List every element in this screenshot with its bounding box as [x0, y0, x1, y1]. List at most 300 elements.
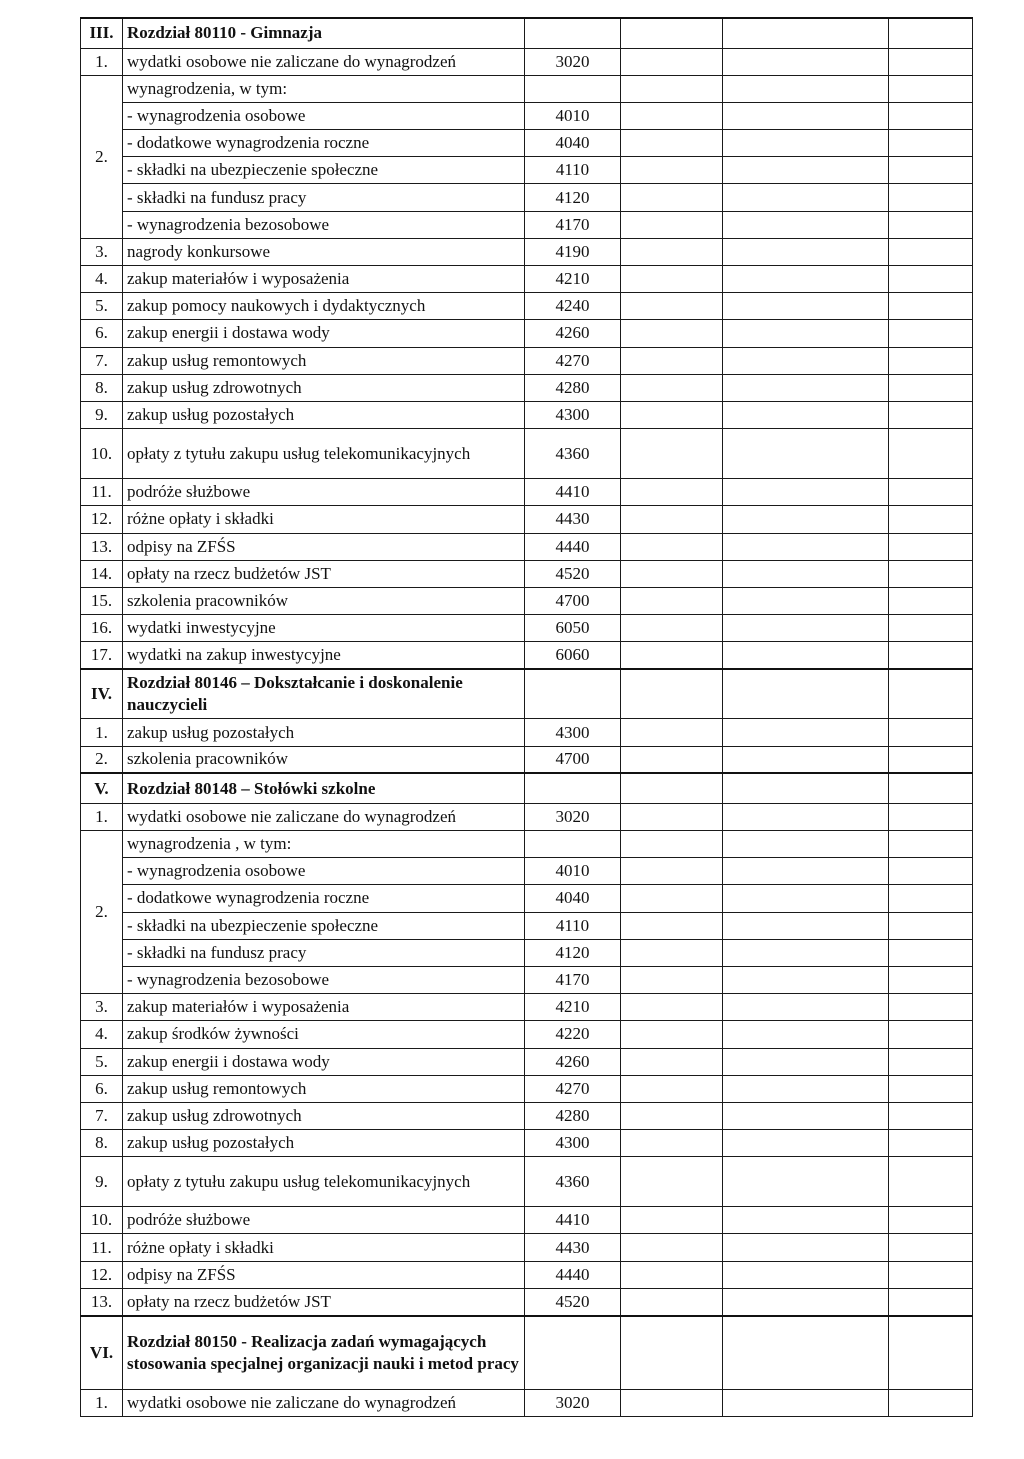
row-number: 11. [81, 479, 123, 506]
row-description: różne opłaty i składki [123, 506, 525, 533]
amount-b-cell [723, 75, 889, 102]
row-code: 4170 [525, 966, 621, 993]
row-description: odpisy na ZFŚS [123, 1261, 525, 1288]
table-row [81, 374, 973, 401]
amount-b-cell [723, 1390, 889, 1417]
amount-b-cell [723, 157, 889, 184]
row-number: 3. [81, 994, 123, 1021]
amount-c-cell [889, 615, 973, 642]
table-row [81, 1261, 973, 1288]
table-row [81, 1234, 973, 1261]
table-row [81, 642, 973, 669]
table-row [81, 1048, 973, 1075]
row-number: 2. [81, 746, 123, 773]
row-number: 7. [81, 1102, 123, 1129]
row-code: 4220 [525, 1021, 621, 1048]
amount-c-cell [889, 587, 973, 614]
amount-a-cell [621, 1102, 723, 1129]
section-title: Rozdział 80148 – Stołówki szkolne [123, 773, 525, 803]
row-number: 12. [81, 506, 123, 533]
amount-c-cell [889, 506, 973, 533]
amount-b-cell [723, 1048, 889, 1075]
table-subrow [81, 157, 973, 184]
row-description: zakup energii i dostawa wody [123, 320, 525, 347]
amount-b-cell [723, 184, 889, 211]
row-code: 4170 [525, 211, 621, 238]
row-code: 4210 [525, 994, 621, 1021]
row-code: 4280 [525, 1102, 621, 1129]
amount-b-cell [723, 1316, 889, 1390]
row-description: wydatki na zakup inwestycyjne [123, 642, 525, 669]
amount-a-cell [621, 803, 723, 830]
section-code-cell [525, 1316, 621, 1390]
amount-b-cell [723, 506, 889, 533]
amount-c-cell [889, 1157, 973, 1207]
amount-a-cell [621, 1316, 723, 1390]
section-header-row [81, 773, 973, 803]
amount-b-cell [723, 773, 889, 803]
row-code: 4410 [525, 479, 621, 506]
table-row [81, 1157, 973, 1207]
amount-a-cell [621, 1157, 723, 1207]
amount-b-cell [723, 238, 889, 265]
row-number: 9. [81, 1157, 123, 1207]
section-header-row [81, 1316, 973, 1390]
amount-b-cell [723, 1157, 889, 1207]
amount-a-cell [621, 831, 723, 858]
amount-b-cell [723, 130, 889, 157]
amount-a-cell [621, 48, 723, 75]
amount-a-cell [621, 994, 723, 1021]
row-description: zakup materiałów i wyposażenia [123, 266, 525, 293]
table-row [81, 266, 973, 293]
row-description: wydatki osobowe nie zaliczane do wynagrodzeń [123, 1390, 525, 1417]
amount-a-cell [621, 642, 723, 669]
row-code: 4190 [525, 238, 621, 265]
amount-a-cell [621, 1390, 723, 1417]
table-row [81, 479, 973, 506]
table-row [81, 994, 973, 1021]
row-code: 4410 [525, 1207, 621, 1234]
section-number: V. [81, 773, 123, 803]
table-row [81, 533, 973, 560]
amount-c-cell [889, 1288, 973, 1315]
amount-c-cell [889, 75, 973, 102]
table-row [81, 401, 973, 428]
amount-b-cell [723, 587, 889, 614]
amount-c-cell [889, 347, 973, 374]
table-row [81, 320, 973, 347]
amount-a-cell [621, 211, 723, 238]
amount-b-cell [723, 642, 889, 669]
table-row [81, 746, 973, 773]
row-description: zakup usług pozostałych [123, 401, 525, 428]
amount-b-cell [723, 746, 889, 773]
row-description: zakup pomocy naukowych i dydaktycznych [123, 293, 525, 320]
row-number: 9. [81, 401, 123, 428]
amount-b-cell [723, 939, 889, 966]
row-description: zakup usług remontowych [123, 1075, 525, 1102]
amount-a-cell [621, 615, 723, 642]
amount-c-cell [889, 746, 973, 773]
row-code: 4280 [525, 374, 621, 401]
amount-b-cell [723, 803, 889, 830]
amount-b-cell [723, 1261, 889, 1288]
amount-a-cell [621, 1207, 723, 1234]
amount-b-cell [723, 347, 889, 374]
amount-b-cell [723, 533, 889, 560]
amount-a-cell [621, 429, 723, 479]
row-code: 4430 [525, 1234, 621, 1261]
amount-a-cell [621, 773, 723, 803]
row-code: 4040 [525, 885, 621, 912]
section-code-cell [525, 18, 621, 48]
row-code: 6050 [525, 615, 621, 642]
row-code: 4300 [525, 401, 621, 428]
row-code: 4430 [525, 506, 621, 533]
row-code [525, 831, 621, 858]
amount-b-cell [723, 401, 889, 428]
amount-b-cell [723, 1288, 889, 1315]
table-row [81, 803, 973, 830]
section-header-row [81, 18, 973, 48]
amount-c-cell [889, 533, 973, 560]
table-row [81, 506, 973, 533]
amount-b-cell [723, 885, 889, 912]
row-code: 4120 [525, 184, 621, 211]
table-row [81, 1102, 973, 1129]
section-code-cell [525, 773, 621, 803]
row-description: opłaty z tytułu zakupu usług telekomunikacyjnych [123, 1157, 525, 1207]
amount-a-cell [621, 1021, 723, 1048]
table-subrow [81, 102, 973, 129]
amount-a-cell [621, 966, 723, 993]
table-row [81, 1390, 973, 1417]
amount-b-cell [723, 831, 889, 858]
row-code: 6060 [525, 642, 621, 669]
row-code: 4110 [525, 912, 621, 939]
table-row [81, 1207, 973, 1234]
amount-c-cell [889, 293, 973, 320]
amount-c-cell [889, 184, 973, 211]
amount-b-cell [723, 374, 889, 401]
row-description: - dodatkowe wynagrodzenia roczne [123, 885, 525, 912]
amount-c-cell [889, 238, 973, 265]
amount-a-cell [621, 75, 723, 102]
amount-b-cell [723, 102, 889, 129]
amount-c-cell [889, 102, 973, 129]
row-code: 4360 [525, 429, 621, 479]
section-number: VI. [81, 1316, 123, 1390]
amount-a-cell [621, 587, 723, 614]
row-code: 4010 [525, 102, 621, 129]
row-description: opłaty na rzecz budżetów JST [123, 1288, 525, 1315]
amount-a-cell [621, 184, 723, 211]
amount-a-cell [621, 912, 723, 939]
amount-c-cell [889, 912, 973, 939]
row-number: 2. [81, 75, 123, 238]
amount-a-cell [621, 320, 723, 347]
amount-a-cell [621, 1048, 723, 1075]
section-header-row [81, 669, 973, 719]
amount-c-cell [889, 560, 973, 587]
amount-a-cell [621, 719, 723, 746]
amount-c-cell [889, 1102, 973, 1129]
amount-c-cell [889, 1316, 973, 1390]
amount-b-cell [723, 858, 889, 885]
row-number: 3. [81, 238, 123, 265]
row-number: 7. [81, 347, 123, 374]
amount-a-cell [621, 669, 723, 719]
amount-b-cell [723, 1102, 889, 1129]
row-code: 4260 [525, 1048, 621, 1075]
row-number: 15. [81, 587, 123, 614]
row-code: 4700 [525, 587, 621, 614]
amount-b-cell [723, 211, 889, 238]
row-code: 4110 [525, 157, 621, 184]
amount-a-cell [621, 533, 723, 560]
row-description: - wynagrodzenia osobowe [123, 858, 525, 885]
row-code: 4210 [525, 266, 621, 293]
table-row [81, 293, 973, 320]
table-row [81, 719, 973, 746]
amount-a-cell [621, 401, 723, 428]
table-row [81, 1288, 973, 1315]
amount-a-cell [621, 347, 723, 374]
row-description: wynagrodzenia , w tym: [123, 831, 525, 858]
amount-c-cell [889, 994, 973, 1021]
row-number: 6. [81, 1075, 123, 1102]
row-code: 4240 [525, 293, 621, 320]
budget-table [80, 17, 973, 1417]
row-code: 4360 [525, 1157, 621, 1207]
row-number: 12. [81, 1261, 123, 1288]
amount-c-cell [889, 211, 973, 238]
amount-c-cell [889, 18, 973, 48]
row-description: - wynagrodzenia bezosobowe [123, 211, 525, 238]
row-description: zakup usług pozostałych [123, 719, 525, 746]
row-code: 4700 [525, 746, 621, 773]
amount-b-cell [723, 615, 889, 642]
row-code: 4260 [525, 320, 621, 347]
row-number: 10. [81, 1207, 123, 1234]
amount-c-cell [889, 719, 973, 746]
amount-a-cell [621, 885, 723, 912]
amount-a-cell [621, 479, 723, 506]
row-description: odpisy na ZFŚS [123, 533, 525, 560]
amount-c-cell [889, 858, 973, 885]
row-description: podróże służbowe [123, 479, 525, 506]
amount-c-cell [889, 831, 973, 858]
amount-a-cell [621, 1130, 723, 1157]
row-description: szkolenia pracowników [123, 587, 525, 614]
amount-b-cell [723, 994, 889, 1021]
table-row [81, 1075, 973, 1102]
table-subrow [81, 130, 973, 157]
row-number: 11. [81, 1234, 123, 1261]
table-subrow [81, 966, 973, 993]
amount-b-cell [723, 429, 889, 479]
row-code: 4300 [525, 1130, 621, 1157]
row-description: podróże służbowe [123, 1207, 525, 1234]
amount-c-cell [889, 130, 973, 157]
amount-c-cell [889, 48, 973, 75]
amount-c-cell [889, 773, 973, 803]
row-description: szkolenia pracowników [123, 746, 525, 773]
row-number: 16. [81, 615, 123, 642]
row-description: zakup usług pozostałych [123, 1130, 525, 1157]
amount-a-cell [621, 1288, 723, 1315]
amount-c-cell [889, 642, 973, 669]
row-number: 13. [81, 533, 123, 560]
row-number: 2. [81, 831, 123, 994]
amount-b-cell [723, 320, 889, 347]
row-number: 6. [81, 320, 123, 347]
row-number: 13. [81, 1288, 123, 1315]
row-code: 4270 [525, 1075, 621, 1102]
row-code: 4120 [525, 939, 621, 966]
amount-a-cell [621, 266, 723, 293]
amount-b-cell [723, 266, 889, 293]
amount-b-cell [723, 669, 889, 719]
amount-c-cell [889, 1075, 973, 1102]
amount-b-cell [723, 1207, 889, 1234]
amount-c-cell [889, 266, 973, 293]
amount-b-cell [723, 1234, 889, 1261]
section-number: IV. [81, 669, 123, 719]
amount-c-cell [889, 939, 973, 966]
row-number: 4. [81, 266, 123, 293]
table-row [81, 75, 973, 102]
amount-c-cell [889, 157, 973, 184]
amount-b-cell [723, 719, 889, 746]
table-row [81, 831, 973, 858]
row-number: 1. [81, 48, 123, 75]
amount-a-cell [621, 858, 723, 885]
amount-a-cell [621, 18, 723, 48]
row-code: 4440 [525, 533, 621, 560]
row-description: - wynagrodzenia bezosobowe [123, 966, 525, 993]
amount-b-cell [723, 1130, 889, 1157]
row-code: 4040 [525, 130, 621, 157]
section-number: III. [81, 18, 123, 48]
row-code: 3020 [525, 1390, 621, 1417]
row-description: opłaty z tytułu zakupu usług telekomunikacyjnych [123, 429, 525, 479]
amount-a-cell [621, 1261, 723, 1288]
amount-b-cell [723, 966, 889, 993]
table-subrow [81, 939, 973, 966]
amount-a-cell [621, 293, 723, 320]
amount-b-cell [723, 1021, 889, 1048]
row-number: 8. [81, 1130, 123, 1157]
row-description: wydatki osobowe nie zaliczane do wynagrodzeń [123, 803, 525, 830]
amount-a-cell [621, 1075, 723, 1102]
row-code: 3020 [525, 803, 621, 830]
amount-a-cell [621, 506, 723, 533]
table-row [81, 429, 973, 479]
row-number: 5. [81, 1048, 123, 1075]
table-subrow [81, 211, 973, 238]
amount-a-cell [621, 560, 723, 587]
amount-c-cell [889, 1021, 973, 1048]
amount-c-cell [889, 885, 973, 912]
table-row [81, 560, 973, 587]
amount-c-cell [889, 803, 973, 830]
section-title: Rozdział 80110 - Gimnazja [123, 18, 525, 48]
table-row [81, 48, 973, 75]
row-description: zakup usług zdrowotnych [123, 374, 525, 401]
row-code [525, 75, 621, 102]
row-number: 8. [81, 374, 123, 401]
row-code: 4010 [525, 858, 621, 885]
amount-a-cell [621, 130, 723, 157]
table-row [81, 1130, 973, 1157]
table-row [81, 587, 973, 614]
amount-c-cell [889, 1130, 973, 1157]
section-title: Rozdział 80146 – Dokształcanie i doskonalenie nauczycieli [123, 669, 525, 719]
amount-c-cell [889, 401, 973, 428]
row-description: nagrody konkursowe [123, 238, 525, 265]
row-code: 3020 [525, 48, 621, 75]
row-description: wydatki osobowe nie zaliczane do wynagrodzeń [123, 48, 525, 75]
row-number: 5. [81, 293, 123, 320]
row-code: 4440 [525, 1261, 621, 1288]
amount-b-cell [723, 1075, 889, 1102]
amount-c-cell [889, 669, 973, 719]
budget-table-body [81, 18, 973, 1417]
row-code: 4520 [525, 560, 621, 587]
amount-c-cell [889, 966, 973, 993]
row-description: - składki na fundusz pracy [123, 939, 525, 966]
amount-b-cell [723, 479, 889, 506]
table-subrow [81, 858, 973, 885]
amount-a-cell [621, 102, 723, 129]
row-description: zakup materiałów i wyposażenia [123, 994, 525, 1021]
row-description: wydatki inwestycyjne [123, 615, 525, 642]
row-description: zakup usług zdrowotnych [123, 1102, 525, 1129]
row-code: 4300 [525, 719, 621, 746]
row-description: różne opłaty i składki [123, 1234, 525, 1261]
row-code: 4520 [525, 1288, 621, 1315]
amount-c-cell [889, 1048, 973, 1075]
amount-a-cell [621, 374, 723, 401]
amount-a-cell [621, 1234, 723, 1261]
amount-c-cell [889, 1234, 973, 1261]
row-code: 4270 [525, 347, 621, 374]
amount-a-cell [621, 939, 723, 966]
row-description: - składki na ubezpieczenie społeczne [123, 157, 525, 184]
table-row [81, 615, 973, 642]
table-subrow [81, 184, 973, 211]
row-description: zakup energii i dostawa wody [123, 1048, 525, 1075]
table-row [81, 1021, 973, 1048]
row-number: 17. [81, 642, 123, 669]
section-title: Rozdział 80150 - Realizacja zadań wymagających stosowania specjalnej organizacji nauki i metod pracy [123, 1316, 525, 1390]
amount-c-cell [889, 1207, 973, 1234]
row-description: zakup usług remontowych [123, 347, 525, 374]
row-number: 1. [81, 1390, 123, 1417]
amount-b-cell [723, 48, 889, 75]
amount-c-cell [889, 429, 973, 479]
table-row [81, 238, 973, 265]
row-description: opłaty na rzecz budżetów JST [123, 560, 525, 587]
row-description: - dodatkowe wynagrodzenia roczne [123, 130, 525, 157]
amount-a-cell [621, 238, 723, 265]
row-description: wynagrodzenia, w tym: [123, 75, 525, 102]
row-number: 4. [81, 1021, 123, 1048]
row-description: - wynagrodzenia osobowe [123, 102, 525, 129]
row-number: 1. [81, 719, 123, 746]
